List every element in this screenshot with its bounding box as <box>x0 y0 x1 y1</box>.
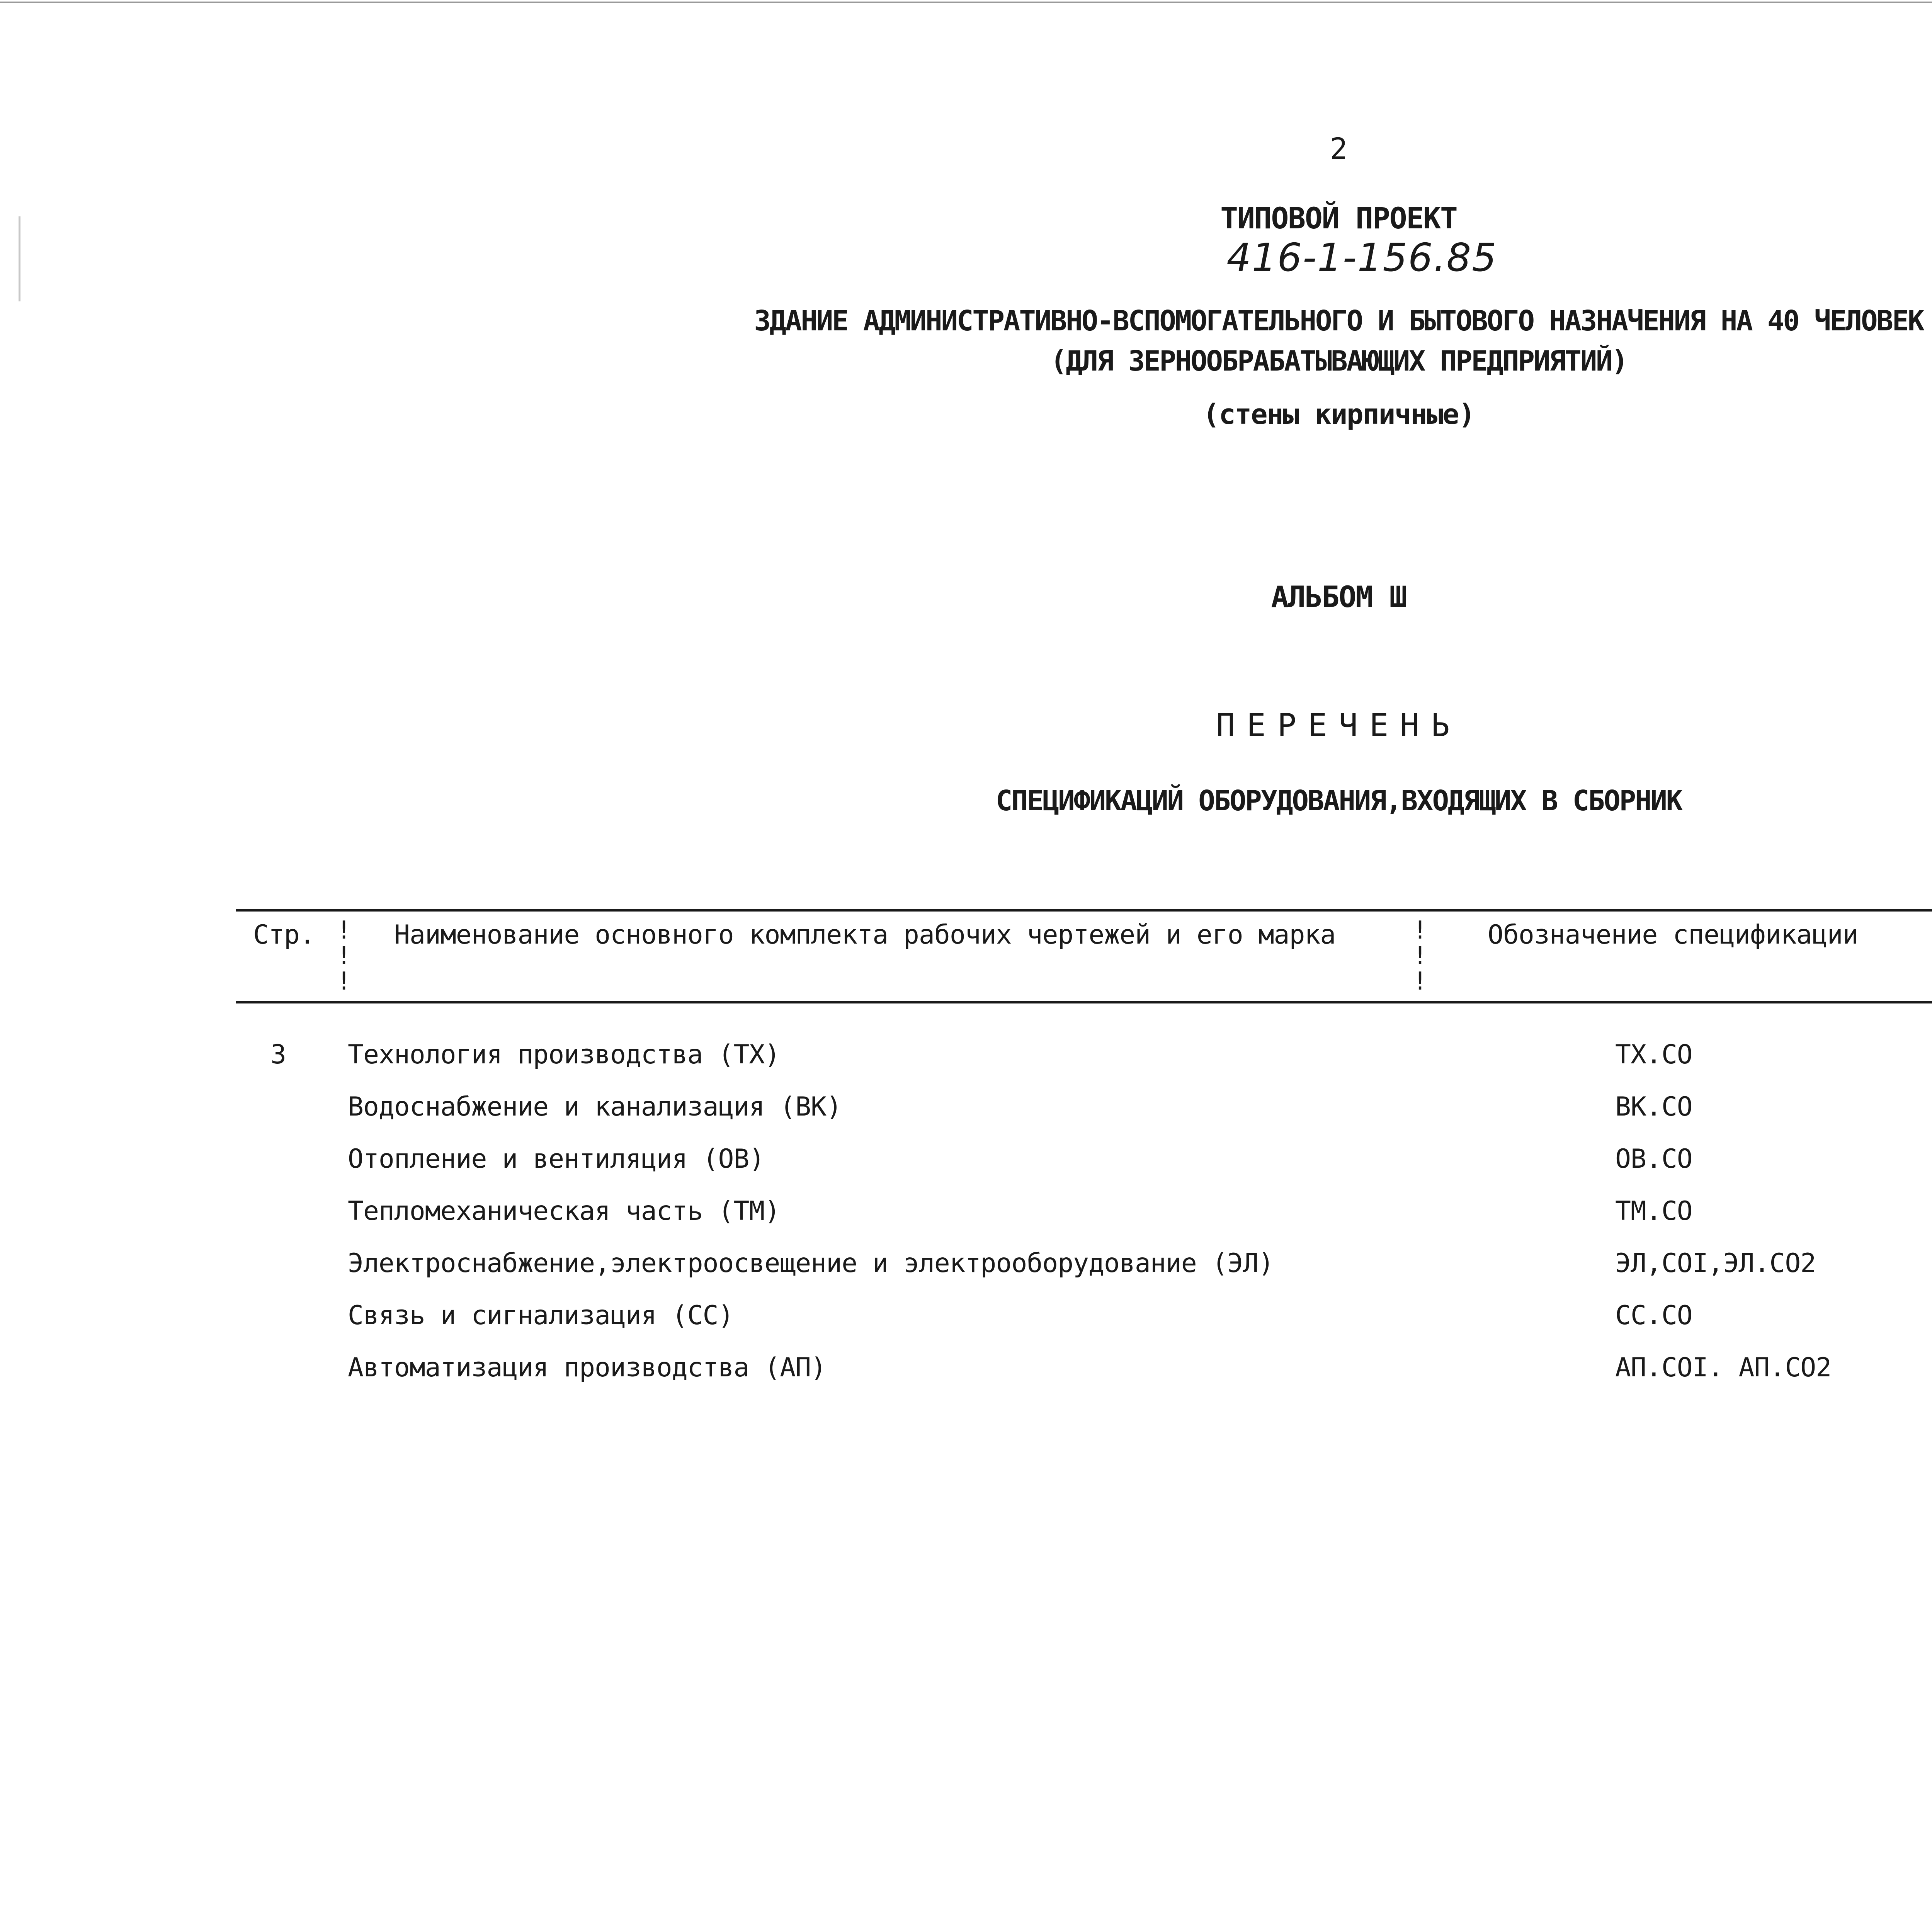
header-name: Наименование основного комплекта рабочих чертежей и его марка <box>394 920 1336 950</box>
scan-border-top <box>0 2 1932 3</box>
cell-spec: ТХ.СО <box>1615 1039 1692 1070</box>
cell-name: Тепломеханическая часть (ТМ) <box>348 1196 780 1226</box>
cell-name: Автоматизация производства (АП) <box>348 1352 827 1383</box>
cell-spec: ВК.СО <box>1615 1092 1692 1122</box>
cell-spec: ТМ.СО <box>1615 1196 1692 1226</box>
cell-spec: СС.СО <box>1615 1300 1692 1331</box>
page-number: 2 <box>1330 131 1348 166</box>
cell-name: Технология производства (ТХ) <box>348 1039 780 1070</box>
list-subheading: СПЕЦИФИКАЦИЙ ОБОРУДОВАНИЯ,ВХОДЯЩИХ В СБОРНИК <box>995 784 1682 817</box>
table-rule-top <box>236 909 1932 912</box>
cell-name: Электроснабжение,электроосвещение и электрооборудование (ЭЛ) <box>348 1248 1274 1279</box>
column-separator-1: ! ! ! <box>336 916 352 996</box>
cell-name: Водоснабжение и канализация (ВК) <box>348 1092 842 1122</box>
cell-name: Связь и сигнализация (СС) <box>348 1300 734 1331</box>
header-page: Стр. <box>253 920 315 950</box>
title-line-2: (ДЛЯ ЗЕРНООБРАБАТЫВАЮЩИХ ПРЕДПРИЯТИЙ) <box>1050 345 1627 377</box>
cell-spec: АП.СОI. АП.СО2 <box>1615 1352 1832 1383</box>
column-separator-2: ! ! ! <box>1412 916 1428 996</box>
doc-code-handwritten: 416-1-156.85 <box>1226 235 1497 280</box>
cell-page: 3 <box>270 1039 286 1070</box>
cell-spec: ОВ.СО <box>1615 1144 1692 1174</box>
cell-name: Отопление и вентиляция (ОВ) <box>348 1144 765 1174</box>
header-spec: Обозначение спецификации <box>1488 920 1858 950</box>
cell-spec: ЭЛ,СОI,ЭЛ.СО2 <box>1615 1248 1816 1279</box>
table-rule-bottom <box>236 1001 1932 1003</box>
title-line-1: ЗДАНИЕ АДМИНИСТРАТИВНО-ВСПОМОГАТЕЛЬНОГО И БЫТОВОГО НАЗНАЧЕНИЯ НА 40 ЧЕЛОВЕК <box>754 304 1923 337</box>
album-label: АЛЬБОМ Ш <box>1271 580 1406 614</box>
subtitle: (стены кирпичные) <box>1203 398 1475 430</box>
list-heading: ПЕРЕЧЕНЬ <box>1216 707 1461 744</box>
doc-type: ТИПОВОЙ ПРОЕКТ <box>1220 201 1457 235</box>
